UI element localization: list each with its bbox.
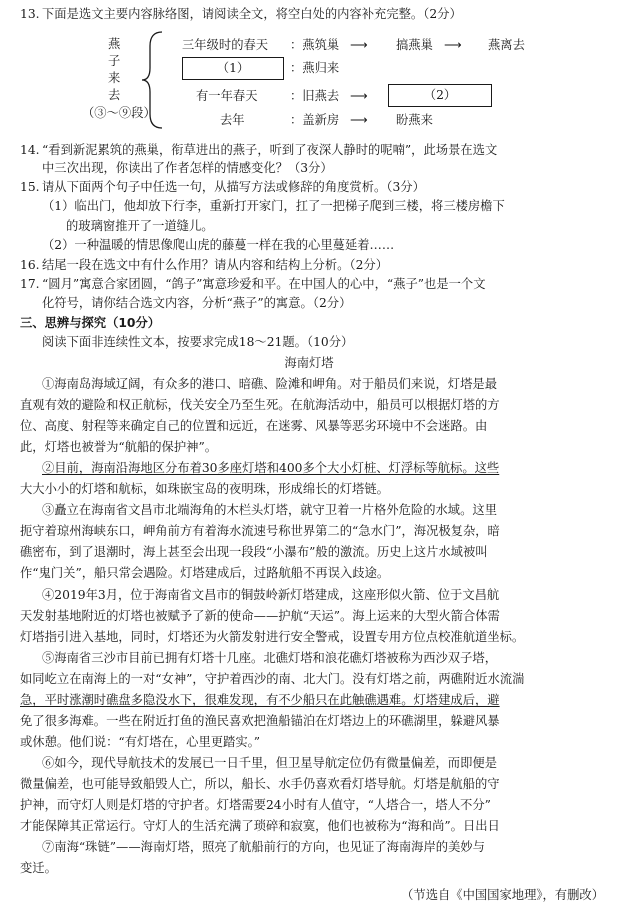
diagram-row1-a: ：燕筑巢 bbox=[290, 38, 340, 52]
diagram-row1-label: 三年级时的春天 bbox=[182, 38, 269, 52]
source-citation: （节选自《中国国家地理》，有删改） bbox=[401, 888, 604, 902]
q14-number: 14. bbox=[20, 143, 40, 157]
p6-line: 才能保障其正常运行。守灯人的生活充满了琐碎和寂寞，他们也被称为“海和尚”。日出日 bbox=[20, 819, 500, 833]
p5-line: 急，平时涨潮时礁盘多隐没水下，很难发现，有不少船只在此触礁遇难。灯塔建成后，避 bbox=[20, 693, 500, 707]
q16-text: 结尾一段在选文中有什么作用？请从内容和结构上分析。（2分） bbox=[42, 258, 388, 272]
arrow-icon: ⟶ bbox=[350, 89, 368, 103]
q16-number: 16. bbox=[20, 258, 40, 272]
p1-line: 直观有效的避险和权正航标，伐关安全乃至生死。在航海活动中，船员可以根据灯塔的方 bbox=[20, 398, 500, 412]
p1-line: 此，灯塔也被誉为“航船的保护神”。 bbox=[20, 440, 218, 454]
diagram-left-note: （③～⑨段） bbox=[82, 106, 156, 120]
q15-sentence1a: （1）临出门，他却放下行李，重新打开家门，扛了一把梯子爬到三楼，将三楼房檐下 bbox=[42, 199, 505, 213]
p5-line: 或休憩。他们说：“有灯塔在，心里更踏实。” bbox=[20, 735, 261, 749]
p3-line: 扼守着琼州海峡东口，岬角前方有着海水流速号称世界第二的“急水门”，海况极复杂，暗 bbox=[20, 524, 500, 538]
q15-sentence1b: 的玻璃窗推开了一道缝儿。 bbox=[66, 219, 214, 233]
arrow-icon: ⟶ bbox=[350, 113, 368, 127]
p7-line: ⑦南海“珠链”——海南灯塔，照亮了航船前行的方向，也见证了海南海岸的美妙与 bbox=[42, 840, 485, 854]
q15-number: 15. bbox=[20, 180, 40, 194]
q17-number: 17. bbox=[20, 277, 40, 291]
article-title: 海南灯塔 bbox=[284, 356, 334, 370]
p5-line: ⑤海南省三沙市目前已拥有灯塔十几座。北礁灯塔和浪花礁灯塔被称为西沙双子塔， bbox=[42, 651, 497, 665]
p3-line: ③矗立在海南省文昌市北端海角的木栏头灯塔，就守卫着一片格外危险的水域。这里 bbox=[42, 503, 497, 517]
section-title: 三、思辨与探究（10分） bbox=[20, 316, 161, 330]
diagram-left-char: 燕 bbox=[108, 37, 121, 51]
diagram-left-char: 子 bbox=[108, 54, 121, 68]
p1-line: 位、高度、射程等来确定自己的位置和远近，在迷雾、风暴等恶劣环境中不会迷路。由 bbox=[20, 419, 488, 433]
diagram-row4-b: 盼燕来 bbox=[396, 113, 433, 127]
diagram-row1-b: 搞燕巢 bbox=[396, 38, 433, 52]
diagram-row1-c: 燕离去 bbox=[488, 38, 525, 52]
diagram-left-char: 来 bbox=[108, 71, 121, 85]
p1-line: ①海南岛海域辽阔，有众多的港口、暗礁、险滩和岬角。对于船员们来说，灯塔是最 bbox=[42, 377, 497, 391]
diagram-left-char: 去 bbox=[108, 88, 121, 102]
diagram-row3-a: ：旧燕去 bbox=[290, 89, 340, 103]
answer-blank-1[interactable]: （1） bbox=[182, 57, 284, 80]
q13-number: 13. bbox=[20, 7, 40, 21]
p3-line: 作“鬼门关”，船只常会遇险。灯塔建成后，过路航船不再误入歧途。 bbox=[20, 566, 390, 580]
p2-line: ②目前，海南沿海地区分布着30多座灯塔和400多个大小灯桩、灯浮标等航标。这些 bbox=[42, 461, 500, 475]
p6-line: 微量偏差，也可能导致船毁人亡，所以，船长、水手仍喜欢看灯塔导航。灯塔是航船的守 bbox=[20, 777, 500, 791]
q17-line1: “圆月”寓意合家团圆，“鸽子”寓意珍爱和平。在中国人的心中，“燕子”也是一个文 bbox=[42, 277, 486, 291]
p6-line: ⑥如今，现代导航技术的发展已一日千里，但卫星导航定位仍有微量偏差，而即便是 bbox=[42, 756, 497, 770]
p5-line: 免了很多海难。一些在附近打鱼的渔民喜欢把渔船锚泊在灯塔边上的环礁湖里，躲避风暴 bbox=[20, 714, 500, 728]
diagram-row3-label: 有一年春天 bbox=[196, 89, 258, 103]
q14-line2: 中三次出现，你读出了作者怎样的情感变化？（3分） bbox=[42, 161, 333, 175]
section-intro: 阅读下面非连续性文本，按要求完成18～21题。（10分） bbox=[42, 335, 354, 349]
p4-line: 天发射基地附近的灯塔也被赋予了新的使命——护航“天运”。海上运来的大型火箭合体需 bbox=[20, 609, 500, 623]
q17-line2: 化符号，请你结合选文内容，分析“燕子”的寓意。（2分） bbox=[42, 296, 352, 310]
diagram-row4-label: 去年 bbox=[220, 113, 245, 127]
diagram-row4-a: ：盖新房 bbox=[290, 113, 340, 127]
p4-line: ④2019年3月，位于海南省文昌市的铜鼓岭新灯塔建成，这座形似火箭、位于文昌航 bbox=[42, 588, 500, 602]
p7-line: 变迁。 bbox=[20, 861, 57, 875]
p5-line: 如同屹立在南海上的一对“女神”，守护着西沙的南、北大门。没有灯塔之前，两礁附近水流湍 bbox=[20, 672, 525, 686]
arrow-icon: ⟶ bbox=[444, 38, 462, 52]
q15-line1: 请从下面两个句子中任选一句，从描写方法或修辞的角度赏析。（3分） bbox=[42, 180, 425, 194]
q14-line1: “看到新泥累筑的燕巢，衔草进出的燕子，听到了夜深人静时的呢喃”，此场景在选文 bbox=[42, 143, 498, 157]
diagram-row2-b: ：燕归来 bbox=[290, 61, 340, 75]
brace-icon bbox=[140, 30, 166, 130]
arrow-icon: ⟶ bbox=[350, 38, 368, 52]
q15-sentence2: （2）一种温暖的情思像爬山虎的藤蔓一样在我的心里蔓延着…… bbox=[42, 238, 395, 252]
p3-line: 礁密布，到了退潮时，海上甚至会出现一段段“小瀑布”般的激流。历史上这片水域被叫 bbox=[20, 545, 488, 559]
p6-line: 护神，而守灯人则是灯塔的守护者。灯塔需要24小时有人值守，“人塔合一，塔人不分” bbox=[20, 798, 491, 812]
p4-line: 灯塔指引进入基地，同时，灯塔还为火箭发射进行安全警戒，设置专用方位点校准航道坐标。 bbox=[20, 630, 525, 644]
answer-blank-2[interactable]: （2） bbox=[388, 84, 492, 107]
q13-text: 下面是选文主要内容脉络图，请阅读全文，将空白处的内容补充完整。（2分） bbox=[42, 7, 462, 21]
p2-line: 大大小小的灯塔和航标，如珠嵌宝岛的夜明珠，形成绵长的灯塔链。 bbox=[20, 482, 389, 496]
